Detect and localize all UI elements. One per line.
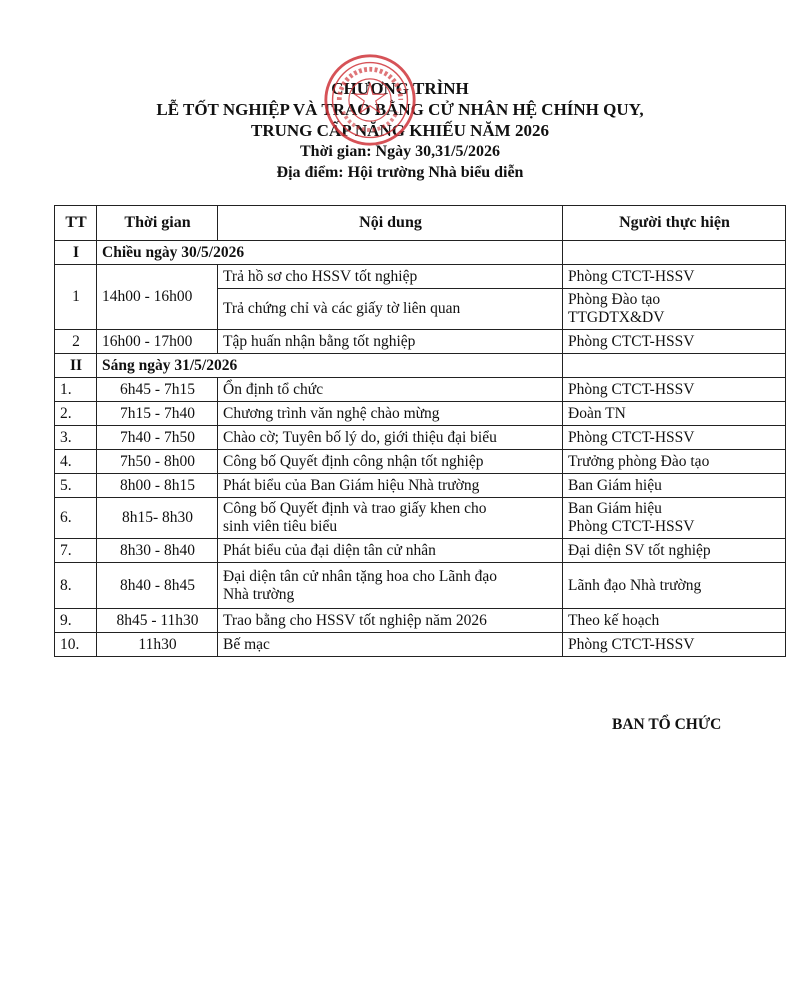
row-performer: Phòng CTCT-HSSV [563, 426, 786, 450]
row-number: 10. [55, 633, 97, 657]
performer-line: Phòng Đào tạo [568, 291, 661, 308]
row-content: Ổn định tổ chức [218, 378, 563, 402]
table-row [55, 450, 786, 474]
event-venue: Địa điểm: Hội trường Nhà biểu diễn [276, 164, 524, 181]
table-row [55, 609, 786, 633]
row-performer [563, 289, 786, 330]
row-performer: Đoàn TN [563, 402, 786, 426]
header-tt: TT [55, 206, 97, 241]
row-content: Trả chứng chỉ và các giấy tờ liên quan [218, 289, 563, 330]
row-number: 4. [55, 450, 97, 474]
row-performer: Phòng CTCT-HSSV [563, 378, 786, 402]
row-performer: Trưởng phòng Đào tạo [563, 450, 786, 474]
row-time: 8h00 - 8h15 [97, 474, 218, 498]
table-row [55, 498, 786, 539]
table-row [55, 330, 786, 354]
performer-line: Ban Giám hiệu [568, 500, 662, 517]
performer-line: Phòng CTCT-HSSV [568, 518, 695, 535]
row-time: 8h15- 8h30 [97, 498, 218, 539]
row-content: Phát biểu của đại diện tân cử nhân [218, 539, 563, 563]
row-performer: Ban Giám hiệu [563, 474, 786, 498]
row-content: Trả hồ sơ cho HSSV tốt nghiệp [218, 265, 563, 289]
row-time: 11h30 [97, 633, 218, 657]
table-row [55, 633, 786, 657]
document-title: CHƯƠNG TRÌNH [331, 79, 469, 98]
row-content: Phát biểu của Ban Giám hiệu Nhà trường [218, 474, 563, 498]
table-row [55, 378, 786, 402]
table-header-row [55, 206, 786, 241]
content-line: Công bố Quyết định và trao giấy khen cho [223, 500, 487, 517]
organizing-committee-signature: BAN TỔ CHỨC [612, 716, 722, 733]
row-number: 1 [55, 265, 97, 330]
row-time: 8h30 - 8h40 [97, 539, 218, 563]
content-line: Đại diện tân cử nhân tặng hoa cho Lãnh đạo [223, 567, 497, 585]
schedule-table [54, 205, 786, 657]
row-performer: Lãnh đạo Nhà trường [563, 563, 786, 609]
header-performer: Người thực hiện [563, 206, 786, 241]
row-content [218, 563, 563, 609]
row-time: 16h00 - 17h00 [97, 330, 218, 354]
row-content: Công bố Quyết định công nhận tốt nghiệp [218, 450, 563, 474]
row-content: Chào cờ; Tuyên bố lý do, giới thiệu đại biểu [218, 426, 563, 450]
row-number: 3. [55, 426, 97, 450]
table-row [55, 563, 786, 609]
row-number: 2 [55, 330, 97, 354]
row-time: 8h45 - 11h30 [97, 609, 218, 633]
header-content: Nội dung [218, 206, 563, 241]
row-content: Tập huấn nhận bằng tốt nghiệp [218, 330, 563, 354]
row-time: 6h45 - 7h15 [97, 378, 218, 402]
row-performer: Phòng CTCT-HSSV [563, 633, 786, 657]
row-number: 2. [55, 402, 97, 426]
section-number: I [55, 241, 97, 265]
section-empty-cell [563, 354, 786, 378]
row-performer: Phòng CTCT-HSSV [563, 265, 786, 289]
row-time: 7h15 - 7h40 [97, 402, 218, 426]
section-label: Sáng ngày 31/5/2026 [97, 354, 563, 378]
table-row [55, 426, 786, 450]
document-subtitle-line1: LỄ TỐT NGHIỆP VÀ TRAO BẰNG CỬ NHÂN HỆ CHÍNH QUY, [156, 100, 644, 119]
row-content: Bế mạc [218, 633, 563, 657]
row-number: 1. [55, 378, 97, 402]
content-line: sinh viên tiêu biểu [223, 518, 338, 535]
document-subtitle-line2: TRUNG CẤP NĂNG KHIẾU NĂM 2026 [251, 121, 549, 140]
row-time: 8h40 - 8h45 [97, 563, 218, 609]
section-empty-cell [563, 241, 786, 265]
row-number: 7. [55, 539, 97, 563]
event-time: Thời gian: Ngày 30,31/5/2026 [300, 143, 500, 160]
row-time: 7h40 - 7h50 [97, 426, 218, 450]
table-row [55, 474, 786, 498]
row-number: 9. [55, 609, 97, 633]
section-label: Chiều ngày 30/5/2026 [97, 241, 563, 265]
row-performer: Theo kế hoạch [563, 609, 786, 633]
row-performer: Phòng CTCT-HSSV [563, 330, 786, 354]
row-performer: Đại diện SV tốt nghiệp [563, 539, 786, 563]
table-row [55, 539, 786, 563]
section-row-morning [55, 354, 786, 378]
row-number: 8. [55, 563, 97, 609]
table-row [55, 265, 786, 289]
table-row [55, 402, 786, 426]
row-time: 14h00 - 16h00 [97, 265, 218, 330]
section-row-afternoon [55, 241, 786, 265]
row-performer [563, 498, 786, 539]
performer-line: TTGDTX&DV [568, 309, 665, 326]
section-number: II [55, 354, 97, 378]
row-content: Chương trình văn nghệ chào mừng [218, 402, 563, 426]
row-content [218, 498, 563, 539]
row-content: Trao bằng cho HSSV tốt nghiệp năm 2026 [218, 609, 563, 633]
row-number: 6. [55, 498, 97, 539]
row-number: 5. [55, 474, 97, 498]
content-line: Nhà trường [223, 585, 295, 603]
document-header [0, 78, 800, 183]
header-time: Thời gian [97, 206, 218, 241]
row-time: 7h50 - 8h00 [97, 450, 218, 474]
